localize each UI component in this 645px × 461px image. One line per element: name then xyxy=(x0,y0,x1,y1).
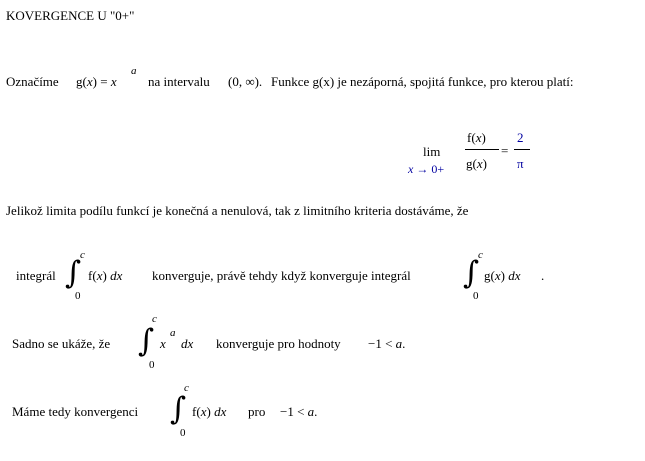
integral1-var: x xyxy=(96,268,103,283)
easy-condition xyxy=(368,336,405,351)
intro-base: x xyxy=(110,74,117,89)
integral2-close: ) xyxy=(500,268,505,283)
limit-den-func: g xyxy=(466,156,473,171)
easy-line-middle: konverguje pro hodnoty xyxy=(216,336,341,351)
integral2-upper-limit: c xyxy=(478,249,483,261)
integral2-var: x xyxy=(494,268,501,283)
final-upper-limit: c xyxy=(184,382,189,394)
limit-subscript-target: 0+ xyxy=(431,162,445,176)
easy-lower-limit: 0 xyxy=(149,359,155,371)
limit-num-open: ( xyxy=(471,130,476,145)
limit-word: lim xyxy=(423,144,441,159)
integral2-open: ( xyxy=(490,268,495,283)
limit-rhs-denominator: π xyxy=(517,156,524,171)
conclusion-text: Jelikož limita podílu funkcí je konečná a nenulová, tak z limitního kriteria dostáváme, že xyxy=(6,203,469,218)
limit-num-close: ) xyxy=(481,130,486,145)
final-line-middle: pro xyxy=(248,404,266,419)
easy-dx: dx xyxy=(181,336,194,351)
intro-exponent: a xyxy=(131,65,137,77)
limit-fraction-bar xyxy=(465,149,499,150)
integral1-close: ) xyxy=(102,268,107,283)
integral-sign-icon: ∫ xyxy=(463,255,480,291)
final-condition xyxy=(280,404,317,419)
integral1-func: f xyxy=(88,268,93,283)
integral-line-lead: integrál xyxy=(16,268,56,283)
final-cond-minus: −1 < xyxy=(280,404,305,419)
easy-cond-var: a xyxy=(395,336,403,351)
easy-exponent: a xyxy=(170,327,176,339)
limit-den-var: x xyxy=(476,156,483,171)
limit-num-var: x xyxy=(475,130,482,145)
final-open: ( xyxy=(196,404,201,419)
integral2-dx: dx xyxy=(508,268,521,283)
intro-g-of-x xyxy=(76,74,117,89)
intro-lead: Označíme xyxy=(6,74,59,89)
limit-subscript xyxy=(408,162,444,177)
final-func: f xyxy=(192,404,197,419)
final-cond-end: . xyxy=(314,404,318,419)
intro-var: x xyxy=(86,74,93,89)
integral-sign-icon: ∫ xyxy=(138,323,155,359)
limit-numerator xyxy=(467,130,486,145)
final-cond-var: a xyxy=(307,404,315,419)
limit-rhs-numerator: 2 xyxy=(517,130,524,145)
limit-arrow: → xyxy=(416,162,429,176)
final-integrand xyxy=(192,404,226,419)
integral1-open: ( xyxy=(92,268,97,283)
final-var: x xyxy=(200,404,207,419)
limit-denominator xyxy=(466,156,487,171)
integral1-integrand xyxy=(88,268,122,283)
easy-base: x xyxy=(160,336,166,351)
limit-den-open: ( xyxy=(472,156,477,171)
integral1-lower-limit: 0 xyxy=(75,290,81,302)
integral-sign-icon: ∫ xyxy=(170,391,187,427)
final-lower-limit: 0 xyxy=(180,427,186,439)
intro-equals: = xyxy=(100,74,108,89)
integral-sign-icon: ∫ xyxy=(65,255,82,291)
intro-text-rest: Funkce g(x) je nezáporná, spojitá funkce, pro kterou platí: xyxy=(271,74,574,89)
integral2-func: g xyxy=(484,268,491,283)
easy-cond-end: . xyxy=(402,336,406,351)
integral1-dx: dx xyxy=(110,268,123,283)
easy-cond-minus: −1 < xyxy=(368,336,393,351)
final-dx: dx xyxy=(214,404,227,419)
limit-subscript-var: x xyxy=(408,162,414,176)
final-close: ) xyxy=(206,404,211,419)
limit-equals: = xyxy=(501,143,509,158)
final-line-lead: Máme tedy konvergenci xyxy=(12,404,139,419)
intro-func-name: g xyxy=(76,74,83,89)
intro-open-paren: ( xyxy=(82,74,87,89)
easy-upper-limit: c xyxy=(152,313,157,325)
limit-rhs-fraction-bar xyxy=(514,149,530,150)
easy-line-lead: Sadno se ukáže, že xyxy=(12,336,111,351)
limit-num-func: f xyxy=(467,130,472,145)
integral-line-middle: konverguje, právě tehdy když konverguje integrál xyxy=(152,268,411,283)
page-title: KOVERGENCE U "0+" xyxy=(6,8,135,23)
integral2-lower-limit: 0 xyxy=(473,290,479,302)
intro-close-paren: ) xyxy=(92,74,97,89)
intro-interval: (0, ∞). xyxy=(228,74,263,89)
integral-line-end: . xyxy=(541,268,545,283)
intro-text-mid: na intervalu xyxy=(148,74,210,89)
integral2-integrand xyxy=(484,268,521,283)
limit-den-close: ) xyxy=(482,156,487,171)
integral1-upper-limit: c xyxy=(80,249,85,261)
